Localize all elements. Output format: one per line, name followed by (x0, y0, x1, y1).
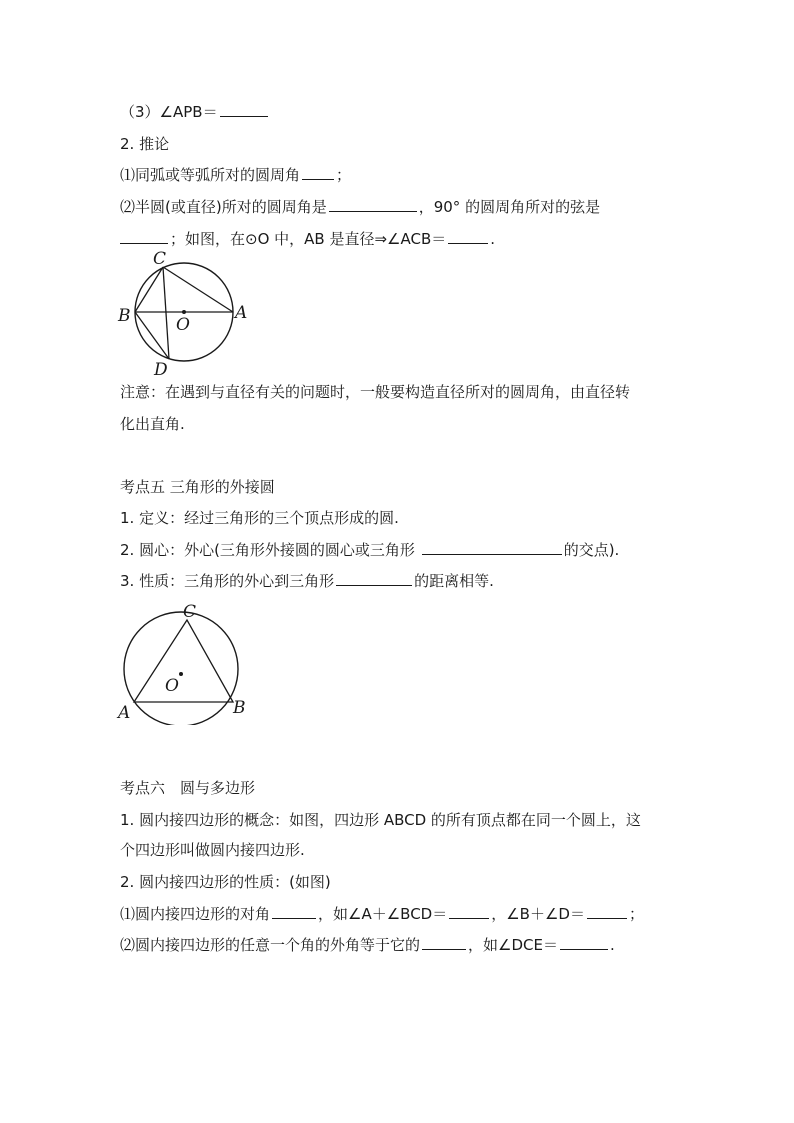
label-o: O (165, 676, 179, 696)
figure-circumscribed-circle (112, 600, 262, 725)
figure-circle-diameter (112, 248, 262, 378)
segment-cd (163, 267, 169, 359)
label-a: A (118, 703, 131, 723)
answer-blank[interactable] (336, 570, 412, 586)
note-line-1: 注意：在遇到与直径有关的问题时，一般要构造直径所对的圆周角，由直径转 (120, 383, 631, 401)
answer-blank[interactable] (272, 903, 316, 919)
section-6-title: 考点六 圆与多边形 (120, 779, 256, 797)
section-6-item-1-line-2: 个四边形叫做圆内接四边形. (120, 841, 305, 859)
label-b: B (233, 698, 246, 718)
answer-blank[interactable] (329, 196, 417, 212)
answer-blank[interactable] (449, 903, 489, 919)
segment-cb (135, 267, 163, 312)
corollary-2: ⑵半圆(或直径)所对的圆周角是 ，90° 的圆周角所对的弦是 (120, 198, 601, 216)
item-3-angle-apb: （3）∠APB＝ (120, 101, 270, 122)
answer-blank[interactable] (302, 164, 334, 180)
answer-blank[interactable] (422, 934, 466, 950)
label-c: C (153, 249, 167, 269)
section-5-item-3: 3. 性质：三角形的外心到三角形 的距离相等. (120, 572, 494, 590)
corollary-2-line-2: ；如图，在⊙O 中，AB 是直径⇒∠ACB＝ . (120, 228, 495, 249)
corollary-heading: 2. 推论 (120, 135, 170, 153)
answer-blank[interactable] (220, 101, 268, 117)
label-c: C (183, 602, 197, 622)
answer-blank[interactable] (448, 228, 488, 244)
label-b: B (118, 306, 131, 326)
note-line-2: 化出直角. (120, 415, 185, 433)
center-point (182, 310, 186, 314)
property-1: ⑴圆内接四边形的对角 ，如∠A＋∠BCD＝ ，∠B＋∠D＝ ； (120, 905, 644, 923)
answer-blank[interactable] (560, 934, 608, 950)
triangle-abc (134, 620, 233, 702)
segment-bd (135, 312, 169, 359)
answer-blank[interactable] (422, 539, 562, 555)
section-5-item-2: 2. 圆心：外心(三角形外接圆的圆心或三角形 的交点). (120, 541, 620, 559)
section-5-title: 考点五 三角形的外接圆 (120, 478, 275, 496)
label-o: O (176, 315, 190, 335)
segment-ca (163, 267, 233, 312)
corollary-1: ⑴同弧或等弧所对的圆周角 ； (120, 166, 352, 184)
label-a: A (235, 303, 248, 323)
label-d: D (154, 360, 168, 378)
section-6-item-2: 2. 圆内接四边形的性质：(如图) (120, 873, 331, 891)
answer-blank[interactable] (120, 228, 168, 244)
answer-blank[interactable] (587, 903, 627, 919)
section-6-item-1-line-1: 1. 圆内接四边形的概念：如图，四边形 ABCD 的所有顶点都在同一个圆上，这 (120, 811, 641, 829)
circumcenter-point (179, 672, 183, 676)
section-5-item-1: 1. 定义：经过三角形的三个顶点形成的圆. (120, 509, 399, 527)
property-2: ⑵圆内接四边形的任意一个角的外角等于它的 ，如∠DCE＝ . (120, 936, 615, 954)
